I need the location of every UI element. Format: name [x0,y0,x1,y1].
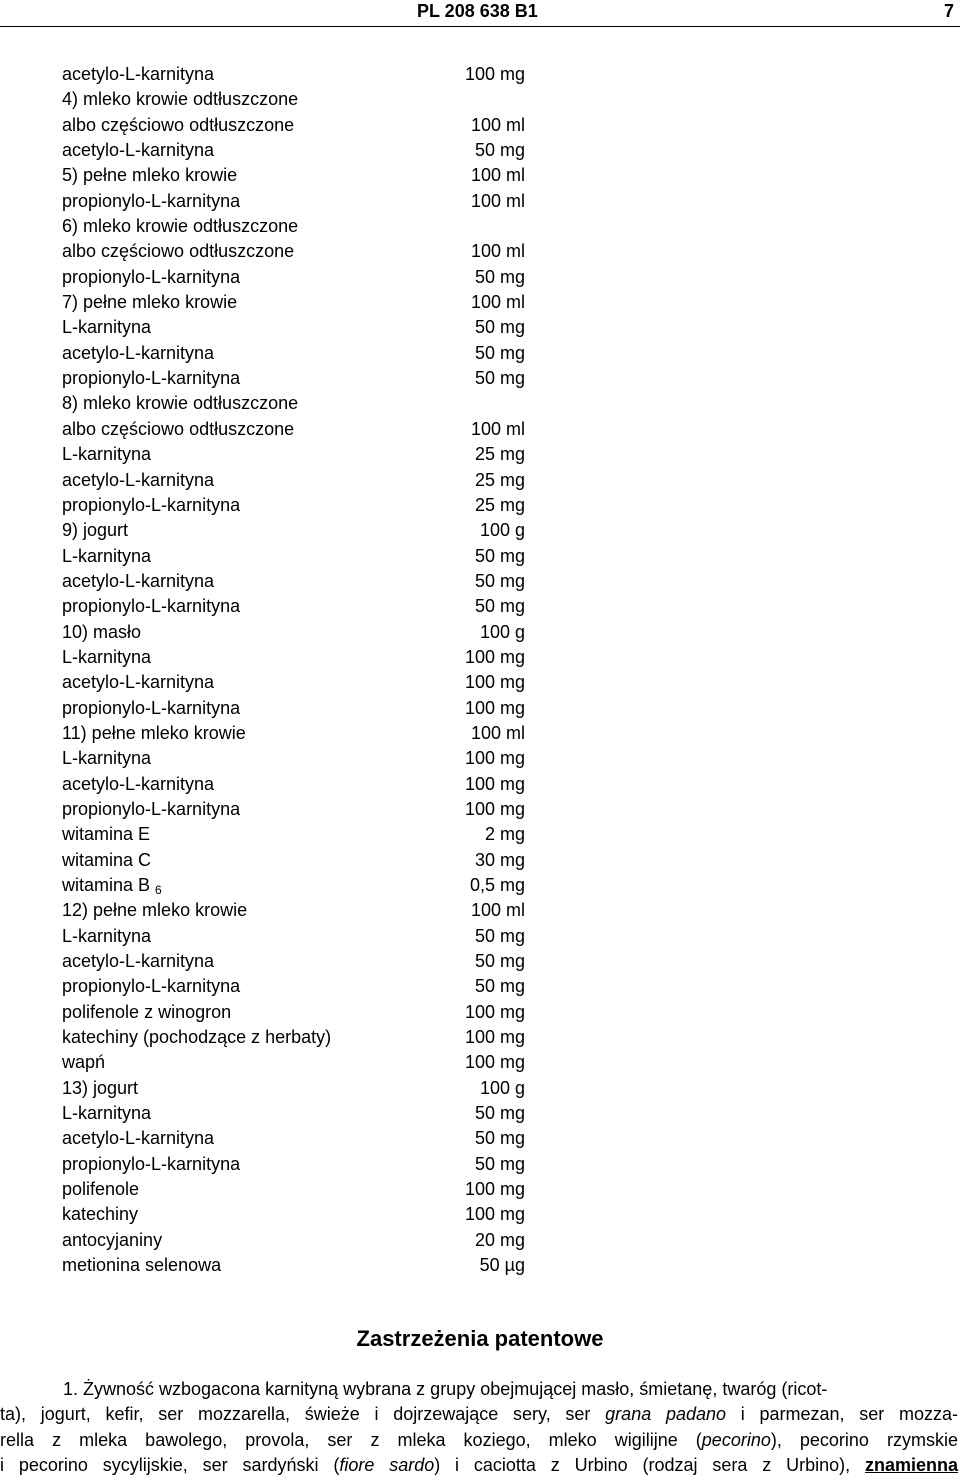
ingredient-label [62,214,298,239]
ingredient-row [62,87,542,112]
ingredient-label [62,797,240,822]
claim-line [0,1377,958,1402]
ingredient-label-text: acetylo-L-karnityna [62,342,215,363]
ingredient-label [62,772,214,797]
claim-text-segment: rella z mleka bawolego, provola, ser z mleka koziego, mleko wigilijne ( [0,1429,702,1450]
ingredient-amount: 25 mg [474,444,525,465]
ingredient-amount: 100 ml [470,190,525,211]
ingredient-subscript: 6 [155,883,162,897]
ingredient-row [62,341,542,366]
ingredient-label-text: propionylo-L-karnityna [62,190,241,211]
ingredient-list [62,62,542,1279]
claim-text-segment: ) i caciotta z Urbino (rodzaj sera z Urbino), [434,1455,865,1476]
ingredient-label-text: witamina B [62,875,151,895]
ingredient-amount: 100 mg [464,798,525,819]
ingredient-amount: 100 ml [470,722,525,743]
ingredient-label-text: albo częściowo odtłuszczone [62,418,295,439]
ingredient-row [62,493,542,518]
ingredient-amount: 100 mg [464,64,525,84]
ingredient-row [62,772,542,797]
ingredient-label [62,163,237,188]
ingredient-label [62,1025,331,1050]
ingredient-label-text: propionylo-L-karnityna [62,494,241,515]
ingredient-amount: 100 ml [470,241,525,262]
ingredient-label-text: acetylo-L-karnityna [62,672,215,693]
ingredient-amount: 30 mg [474,849,525,870]
ingredient-amount: 0,5 mg [469,875,525,895]
ingredient-row [62,1101,542,1126]
ingredient-label-text: propionylo-L-karnityna [62,976,241,997]
ingredient-label-text: katechiny (pochodzące z herbaty) [62,1027,332,1048]
ingredient-row [62,544,542,569]
ingredient-amount: 50 mg [474,342,525,363]
ingredient-label [62,239,294,264]
ingredient-label [62,1202,138,1227]
ingredient-label-text: 11) pełne mleko krowie [62,722,246,743]
claim-italic-term: fiore sardo [339,1455,435,1476]
ingredient-label [62,822,150,847]
ingredient-label [62,1177,139,1202]
ingredient-amount: 50 mg [474,925,525,946]
ingredient-amount: 50 mg [474,545,525,566]
ingredient-amount: 100 ml [470,900,525,921]
ingredient-label-text: 7) pełne mleko krowie [62,292,238,313]
ingredient-label [62,721,246,746]
ingredient-row [62,1253,542,1278]
ingredient-label [62,1000,231,1025]
ingredient-row [62,1202,542,1227]
ingredient-label [62,696,240,721]
ingredient-label-text: witamina E [62,824,151,845]
ingredient-amount: 50 mg [474,570,525,591]
ingredient-label [62,569,214,594]
ingredient-label-text: acetylo-L-karnityna [62,140,215,161]
ingredient-row [62,1177,542,1202]
ingredient-label [62,1228,162,1253]
ingredient-amount: 25 mg [474,494,525,515]
ingredient-amount: 100 mg [464,1052,525,1073]
ingredient-amount: 50 µg [479,1255,525,1276]
claim-italic-term: grana padano [605,1404,727,1425]
ingredient-row [62,163,542,188]
ingredient-label [62,544,151,569]
ingredient-label [62,620,141,645]
ingredient-row [62,594,542,619]
claim-text-segment: i pecorino sycylijskie, ser sardyński ( [0,1455,340,1476]
claim-line [0,1428,958,1453]
ingredient-label-text: albo częściowo odtłuszczone [62,241,295,262]
ingredient-label-text: antocyjaniny [62,1229,163,1250]
ingredient-label [62,366,240,391]
ingredient-amount: 100 mg [464,646,525,667]
ingredient-label-text: L-karnityna [62,545,152,566]
ingredient-row [62,898,542,923]
ingredient-label [62,290,237,315]
ingredient-amount: 100 mg [464,1179,525,1200]
ingredient-label-text: propionylo-L-karnityna [62,798,241,819]
ingredient-row [62,1000,542,1025]
ingredient-label [62,391,298,416]
claim-text-segment: ta), jogurt, kefir, ser mozzarella, świeże i dojrzewające sery, ser [0,1404,606,1425]
claim-text-segment: ), pecorino rzymskie [770,1429,958,1450]
ingredient-row [62,138,542,163]
ingredient-row [62,265,542,290]
ingredient-amount: 100 mg [464,773,525,794]
ingredient-label [62,949,214,974]
ingredient-label [62,645,151,670]
ingredient-label-text: 13) jogurt [62,1077,139,1098]
ingredient-label-text: L-karnityna [62,317,152,338]
claim-keyword: znamienna [864,1455,958,1476]
ingredient-label-text: propionylo-L-karnityna [62,596,241,617]
ingredient-amount: 50 mg [474,368,525,389]
ingredient-row [62,645,542,670]
ingredient-label [62,974,240,999]
ingredient-label [62,518,128,543]
ingredient-row [62,315,542,340]
ingredient-row [62,670,542,695]
ingredient-label [62,898,247,923]
ingredient-label-text: acetylo-L-karnityna [62,469,215,490]
ingredient-label-text: L-karnityna [62,925,152,946]
ingredient-row [62,569,542,594]
ingredient-row [62,1076,542,1101]
ingredient-amount: 20 mg [474,1229,525,1250]
ingredient-row [62,1152,542,1177]
ingredient-amount: 100 ml [470,418,525,439]
ingredient-row [62,391,542,416]
ingredient-row [62,214,542,239]
claims-heading: Zastrzeżenia patentowe [356,1326,604,1351]
ingredient-label-text: 4) mleko krowie odtłuszczone [62,89,299,110]
ingredient-amount: 100 mg [464,697,525,718]
ingredient-label-text: albo częściowo odtłuszczone [62,114,295,135]
ingredient-row [62,290,542,315]
ingredient-amount: 2 mg [484,824,525,845]
ingredient-row [62,974,542,999]
ingredient-label [62,848,151,873]
ingredient-label [62,746,151,771]
ingredient-label-text: katechiny [62,1204,139,1225]
ingredient-label [62,87,298,112]
ingredient-row [62,797,542,822]
ingredient-amount: 50 mg [474,596,525,617]
ingredient-amount: 50 mg [474,266,525,287]
ingredient-row [62,848,542,873]
ingredient-label-text: L-karnityna [62,1103,152,1124]
ingredient-label [62,189,240,214]
ingredient-label-text: acetylo-L-karnityna [62,951,215,972]
ingredient-label-text: 6) mleko krowie odtłuszczone [62,216,299,237]
ingredient-label [62,265,240,290]
claim-1-text [0,1377,958,1479]
patent-number: PL 208 638 B1 [417,1,538,21]
ingredient-row [62,442,542,467]
ingredient-label [62,1126,214,1151]
ingredient-row [62,873,542,898]
ingredient-label [62,1050,105,1075]
ingredient-amount: 50 mg [474,951,525,972]
ingredient-label [62,873,162,898]
ingredient-row [62,1126,542,1151]
ingredient-label-text: L-karnityna [62,646,152,667]
ingredient-label [62,1076,138,1101]
claim-text-segment: i parmezan, ser mozza- [726,1404,959,1425]
ingredient-label-text: 8) mleko krowie odtłuszczone [62,393,299,414]
ingredient-label-text: 10) masło [62,621,142,642]
ingredient-row [62,468,542,493]
ingredient-label-text: acetylo-L-karnityna [62,64,215,84]
ingredient-label [62,113,294,138]
ingredient-row [62,189,542,214]
ingredient-label-text: 5) pełne mleko krowie [62,165,238,186]
claim-line [0,1402,958,1427]
ingredient-label [62,62,214,87]
ingredient-label-text: polifenole [62,1179,140,1200]
ingredient-label-text: acetylo-L-karnityna [62,1128,215,1149]
claim-italic-term: pecorino [701,1429,771,1450]
ingredient-row [62,113,542,138]
page-number: 7 [943,1,954,21]
ingredient-amount: 50 mg [474,976,525,997]
ingredient-label-text: acetylo-L-karnityna [62,570,215,591]
ingredient-row [62,822,542,847]
ingredient-label-text: 12) pełne mleko krowie [62,900,248,921]
ingredient-label [62,924,151,949]
ingredient-row [62,924,542,949]
ingredient-row [62,417,542,442]
ingredient-label-text: acetylo-L-karnityna [62,773,215,794]
ingredient-label [62,1101,151,1126]
ingredient-label [62,442,151,467]
ingredient-label [62,493,240,518]
ingredient-label-text: propionylo-L-karnityna [62,1153,241,1174]
ingredient-amount: 50 mg [474,140,525,161]
header-rule [0,26,960,27]
ingredient-row [62,620,542,645]
ingredient-label [62,1253,221,1278]
ingredient-amount: 50 mg [474,317,525,338]
ingredient-amount: 25 mg [474,469,525,490]
ingredient-label-text: propionylo-L-karnityna [62,697,241,718]
claim-line [0,1453,958,1478]
ingredient-label [62,1152,240,1177]
ingredient-label-text: propionylo-L-karnityna [62,266,241,287]
ingredient-label-text: metionina selenowa [62,1255,222,1276]
ingredient-label-text: L-karnityna [62,444,152,465]
ingredient-amount: 100 ml [470,292,525,313]
ingredient-label-text: L-karnityna [62,748,152,769]
ingredient-row [62,1025,542,1050]
ingredient-amount: 50 mg [474,1128,525,1149]
ingredient-label-text: witamina C [62,849,152,870]
ingredient-amount: 50 mg [474,1103,525,1124]
ingredient-label-text: wapń [62,1052,106,1073]
ingredient-label [62,670,214,695]
ingredient-amount: 50 mg [474,1153,525,1174]
claim-text-segment: 1. Żywność wzbogacona karnityną wybrana z grupy obejmującej masło, śmietanę, twaróg (ricot- [63,1379,828,1399]
ingredient-label [62,138,214,163]
ingredient-label [62,417,294,442]
ingredient-label [62,468,214,493]
ingredient-row [62,1228,542,1253]
ingredient-amount: 100 ml [470,165,525,186]
ingredient-label [62,315,151,340]
ingredient-row [62,696,542,721]
ingredient-row [62,746,542,771]
ingredient-amount: 100 mg [464,1027,525,1048]
ingredient-amount: 100 mg [464,748,525,769]
ingredient-amount: 100 g [479,621,525,642]
ingredient-label-text: 9) jogurt [62,520,129,541]
ingredient-row [62,1050,542,1075]
ingredient-amount: 100 g [479,1077,525,1098]
ingredient-label-text: polifenole z winogron [62,1001,232,1022]
ingredient-row [62,518,542,543]
ingredient-amount: 100 mg [464,1204,525,1225]
ingredient-amount: 100 g [479,520,525,541]
ingredient-row [62,239,542,264]
ingredient-label [62,341,214,366]
ingredient-row [62,949,542,974]
ingredient-amount: 100 ml [470,114,525,135]
ingredient-label [62,594,240,619]
ingredient-amount: 100 mg [464,1001,525,1022]
ingredient-row [62,721,542,746]
ingredient-label-text: propionylo-L-karnityna [62,368,241,389]
page-header [0,0,960,26]
ingredient-amount: 100 mg [464,672,525,693]
ingredient-row [62,62,542,87]
ingredient-row [62,366,542,391]
